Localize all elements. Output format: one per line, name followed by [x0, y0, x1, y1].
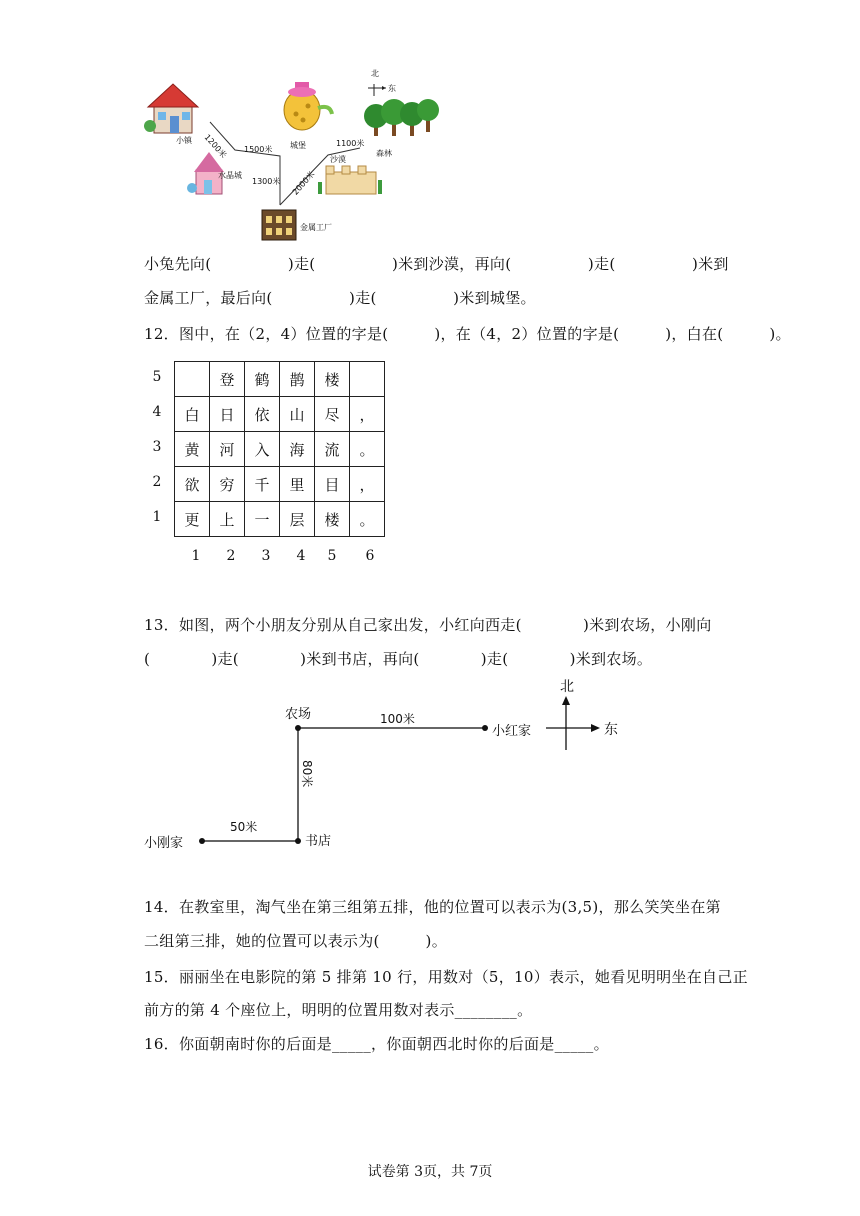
q14-line-1: 14．在教室里，淘气坐在第三组第五排，他的位置可以表示为(3,5)，那么笑笑坐在第: [144, 898, 721, 916]
q15-line-1: 15．丽丽坐在电影院的第 5 排第 10 行，用数对（5，10）表示，她看见明明坐在自己正: [144, 968, 748, 986]
y-label: 4: [152, 404, 162, 420]
farm-map: [140, 672, 640, 862]
grid-cell: 千: [245, 467, 280, 502]
grid-cell: [175, 362, 210, 397]
grid-cell: 入: [245, 432, 280, 467]
distance-100-label: 100米: [380, 712, 415, 726]
y-label: 5: [152, 369, 162, 385]
xiaogang-home-point: [199, 838, 205, 844]
grid-cell: 日: [210, 397, 245, 432]
table-row: [175, 467, 385, 502]
grid-cell: 鹤: [245, 362, 280, 397]
distance-1200: 1200米: [202, 132, 229, 160]
grid-cell: 里: [280, 467, 315, 502]
grid-cell: 穷: [210, 467, 245, 502]
compass-north-label: 北: [371, 69, 379, 78]
town-label: 小镇: [176, 136, 192, 145]
q15-line-2: 前方的第 4 个座位上，明明的位置用数对表示________。: [144, 1001, 533, 1019]
desert-label: 沙漠: [330, 155, 346, 164]
page-footer: 试卷第 3页，共 7页: [367, 1164, 493, 1180]
desert-icon: [318, 166, 382, 194]
y-label: 3: [152, 439, 162, 455]
grid-cell: 。: [350, 432, 385, 467]
compass-east-label: 东: [388, 84, 396, 93]
y-label: 2: [152, 474, 162, 490]
x-label: 6: [365, 548, 375, 564]
route-map: [140, 60, 440, 250]
table-row: [175, 502, 385, 537]
q11-line-1: 小兔先向( )走( )米到沙漠，再向( )走( )米到: [144, 255, 729, 273]
xiaohong-home-label: 小红家: [492, 724, 532, 739]
poem-table: [174, 361, 385, 537]
x-label: 3: [261, 548, 271, 564]
castle-icon: [284, 82, 332, 130]
grid-cell: 层: [280, 502, 315, 537]
grid-cell: 黄: [175, 432, 210, 467]
distance-50-label: 50米: [230, 820, 258, 834]
distance-2000: 2000米: [290, 169, 317, 197]
distance-80-label: 80米: [300, 760, 314, 788]
metal-factory-icon: [262, 210, 296, 240]
metal-factory-label: 金属工厂: [300, 223, 332, 232]
distance-1500: 1500米: [244, 145, 273, 154]
town-house-icon: [144, 84, 198, 133]
grid-cell: ，: [350, 397, 385, 432]
table-row: [175, 432, 385, 467]
grid-cell: 河: [210, 432, 245, 467]
bookstore-label: 书店: [305, 834, 332, 849]
q13-line-1: 13．如图，两个小朋友分别从自己家出发，小红向西走( )米到农场，小刚向: [144, 616, 712, 634]
forest-label: 森林: [376, 149, 392, 158]
farm-point: [295, 725, 301, 731]
x-label: 5: [327, 548, 337, 564]
grid-cell: 海: [280, 432, 315, 467]
grid-cell: 更: [175, 502, 210, 537]
grid-cell: 一: [245, 502, 280, 537]
grid-cell: 流: [315, 432, 350, 467]
grid-cell: 楼: [315, 362, 350, 397]
grid-cell: [350, 362, 385, 397]
q14-line-2: 二组第三排，她的位置可以表示为( )。: [144, 932, 448, 950]
compass-icon: [546, 696, 600, 750]
grid-cell: ，: [350, 467, 385, 502]
distance-1100: 1100米: [336, 139, 365, 148]
compass-east-label: 东: [604, 722, 618, 738]
grid-cell: 登: [210, 362, 245, 397]
farm-map-drawing: [140, 672, 640, 862]
farm-label: 农场: [285, 707, 312, 722]
grid-cell: 鹊: [280, 362, 315, 397]
q11-line-2: 金属工厂，最后向( )走( )米到城堡。: [144, 289, 536, 307]
forest-icon: [364, 99, 439, 136]
grid-cell: 白: [175, 397, 210, 432]
x-label: 4: [296, 548, 306, 564]
x-label: 1: [191, 548, 201, 564]
bookstore-point: [295, 838, 301, 844]
grid-cell: 楼: [315, 502, 350, 537]
compass-north-label: 北: [560, 679, 574, 695]
grid-cell: 上: [210, 502, 245, 537]
grid-cell: 依: [245, 397, 280, 432]
xiaohong-home-point: [482, 725, 488, 731]
grid-cell: 目: [315, 467, 350, 502]
y-label: 1: [152, 509, 162, 525]
crystal-city-label: 水晶城: [218, 171, 242, 180]
compass-icon: [368, 84, 386, 96]
xiaogang-home-label: 小刚家: [144, 836, 184, 851]
q13-line-2: ( )走( )米到书店，再向( )走( )米到农场。: [144, 650, 653, 668]
q12-text: 12．图中，在（2，4）位置的字是( )，在（4，2）位置的字是( )，白在( )。: [144, 325, 791, 343]
grid-cell: 尽: [315, 397, 350, 432]
castle-label: 城堡: [290, 141, 306, 150]
q16-text: 16．你面朝南时你的后面是_____，你面朝西北时你的后面是_____。: [144, 1035, 609, 1053]
x-label: 2: [226, 548, 236, 564]
grid-cell: 。: [350, 502, 385, 537]
table-row: [175, 362, 385, 397]
grid-cell: 欲: [175, 467, 210, 502]
table-row: [175, 397, 385, 432]
grid-cell: 山: [280, 397, 315, 432]
distance-1300: 1300米: [252, 177, 281, 186]
